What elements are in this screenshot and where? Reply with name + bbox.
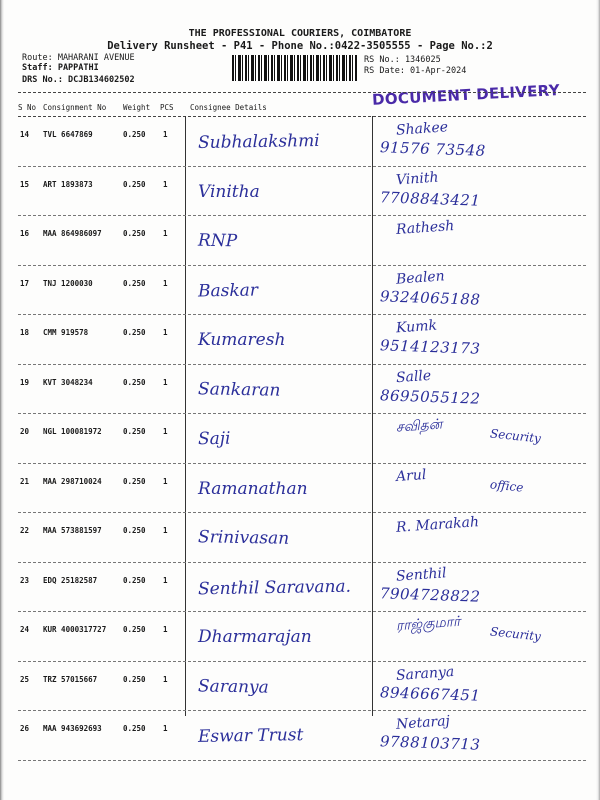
- receiver-phone: 8946667451: [379, 682, 481, 705]
- row-sno: 23: [20, 575, 30, 585]
- row-separator: [18, 364, 586, 365]
- col-pcs: PCS: [160, 103, 174, 112]
- row-weight: 0.250: [123, 674, 146, 684]
- consignee-name: Sankaran: [197, 378, 281, 401]
- row-sno: 24: [20, 625, 30, 634]
- row-sno: 16: [20, 229, 30, 238]
- row-separator: [18, 611, 586, 612]
- row-pcs: 1: [163, 130, 168, 139]
- receiver-phone: 7708843421: [379, 187, 481, 210]
- consignee-name: Senthil Saravana.: [197, 576, 352, 599]
- row-separator: [18, 463, 586, 464]
- row-separator: [18, 413, 586, 414]
- row-sno: 18: [20, 328, 30, 337]
- receiver-signature: சவிதன்: [395, 416, 443, 436]
- header-bottom-rule: [18, 116, 586, 117]
- receiver-note: Security: [489, 426, 542, 446]
- receiver-phone: 9514123173: [379, 336, 481, 358]
- row-weight: 0.250: [123, 130, 146, 139]
- consignee-name: Dharmarajan: [198, 627, 312, 647]
- row-pcs: 1: [163, 229, 168, 238]
- consignee-name: Baskar: [197, 279, 259, 302]
- col-weight: Weight: [123, 103, 151, 112]
- row-consignment: NGL 100081972: [43, 427, 102, 436]
- receiver-signature: R. Marakah: [395, 514, 480, 536]
- receiver-phone: 8695055122: [379, 385, 481, 408]
- row-sno: 21: [20, 476, 30, 486]
- receiver-signature: Arul: [395, 466, 427, 485]
- col-sno: S No: [18, 103, 37, 112]
- row-sno: 20: [20, 427, 30, 436]
- row-separator: [18, 760, 586, 761]
- receiver-signature: Senthil: [395, 564, 447, 585]
- row-separator: [18, 710, 586, 711]
- receiver-signature: ராஜ்குமார்: [395, 613, 461, 635]
- row-consignment: MAA 573881597: [43, 526, 102, 535]
- row-separator: [18, 562, 586, 563]
- scan-edge-right: [596, 0, 600, 800]
- consignee-name: RNP: [197, 230, 238, 252]
- col-consignment: Consignment No: [43, 103, 107, 112]
- row-consignment: MAA 864986097: [43, 229, 102, 238]
- receiver-signature: Shakee: [395, 119, 449, 139]
- row-pcs: 1: [163, 724, 168, 733]
- receiver-signature: Netaraj: [395, 713, 451, 733]
- row-sno: 26: [20, 724, 30, 733]
- row-weight: 0.250: [123, 278, 146, 288]
- row-consignment: ART 1893873: [43, 179, 93, 189]
- company-name: THE PROFESSIONAL COURIERS, COIMBATORE: [188, 28, 412, 39]
- consignee-name: Saji: [197, 428, 231, 450]
- row-pcs: 1: [163, 377, 168, 387]
- consignee-name: Srinivasan: [197, 527, 290, 549]
- receiver-note: office: [489, 476, 525, 495]
- row-weight: 0.250: [123, 724, 146, 733]
- row-pcs: 1: [163, 278, 168, 288]
- row-sno: 14: [20, 130, 30, 139]
- row-pcs: 1: [163, 427, 168, 436]
- receiver-phone: 9788103713: [379, 732, 481, 754]
- row-pcs: 1: [163, 526, 168, 535]
- column-divider-left: [185, 116, 186, 716]
- rs-date: RS Date: 01-Apr-2024: [364, 66, 467, 76]
- row-pcs: 1: [163, 476, 168, 486]
- row-pcs: 1: [163, 674, 168, 684]
- row-sno: 17: [20, 278, 30, 288]
- row-consignment: CMM 919578: [43, 328, 89, 337]
- receiver-note: Security: [489, 624, 542, 644]
- col-consignee: Consignee Details: [190, 103, 267, 112]
- row-separator: [18, 512, 586, 513]
- receiver-phone: 7904728822: [379, 583, 481, 606]
- row-weight: 0.250: [123, 625, 146, 634]
- receiver-phone: 91576 73548: [379, 138, 486, 160]
- barcode: [232, 55, 357, 81]
- runsheet-title: Delivery Runsheet - P41 - Phone No.:0422-3505555 - Page No.:2: [107, 40, 493, 52]
- row-consignment: KUR 4000317727: [43, 625, 107, 634]
- row-separator: [18, 215, 586, 216]
- route-label: Route: MAHARANI AVENUE: [22, 53, 135, 63]
- receiver-phone: 9324065188: [379, 286, 481, 309]
- row-pcs: 1: [163, 625, 168, 634]
- row-weight: 0.250: [123, 476, 146, 486]
- rs-number: RS No.: 1346025: [364, 55, 441, 65]
- row-weight: 0.250: [123, 427, 146, 436]
- row-consignment: TVL 6647869: [43, 130, 93, 139]
- receiver-signature: Rathesh: [395, 217, 455, 239]
- row-pcs: 1: [163, 328, 168, 337]
- receiver-signature: Vinith: [395, 169, 439, 188]
- row-consignment: EDQ 25182587: [43, 575, 98, 585]
- consignee-name: Vinitha: [198, 181, 260, 202]
- receiver-signature: Bealen: [395, 267, 446, 288]
- staff-label: Staff: PAPPATHI: [22, 63, 99, 73]
- receiver-signature: Saranya: [395, 663, 455, 684]
- row-weight: 0.250: [123, 575, 146, 585]
- row-sno: 22: [20, 526, 30, 535]
- consignee-name: Saranya: [197, 675, 269, 698]
- consignee-name: Kumaresh: [198, 330, 286, 350]
- consignee-name: Ramanathan: [198, 478, 308, 499]
- row-pcs: 1: [163, 575, 168, 585]
- consignee-name: Subhalakshmi: [197, 130, 320, 154]
- row-weight: 0.250: [123, 328, 146, 337]
- row-sno: 15: [20, 179, 30, 189]
- row-consignment: TNJ 1200030: [43, 278, 93, 288]
- row-consignment: MAA 298710024: [43, 476, 102, 486]
- row-separator: [18, 265, 586, 266]
- receiver-signature: Salle: [395, 367, 432, 386]
- header-top-rule: [18, 92, 586, 93]
- row-weight: 0.250: [123, 229, 146, 238]
- row-consignment: MAA 943692693: [43, 724, 102, 733]
- row-separator: [18, 661, 586, 662]
- row-pcs: 1: [163, 179, 168, 189]
- row-consignment: TRZ 57015667: [43, 674, 98, 684]
- row-separator: [18, 166, 586, 167]
- row-sno: 19: [20, 377, 30, 387]
- row-sno: 25: [20, 674, 30, 684]
- consignee-name: Eswar Trust: [197, 725, 304, 747]
- row-separator: [18, 314, 586, 315]
- row-consignment: KVT 3048234: [43, 377, 93, 387]
- row-weight: 0.250: [123, 526, 146, 535]
- scan-edge-left: [0, 0, 4, 800]
- row-weight: 0.250: [123, 377, 146, 387]
- document-delivery-stamp: DOCUMENT DELIVERY: [371, 81, 561, 109]
- column-divider-right: [372, 116, 373, 716]
- row-weight: 0.250: [123, 179, 146, 189]
- drs-number: DRS No.: DCJB134602502: [22, 75, 135, 85]
- receiver-signature: Kumk: [395, 317, 438, 337]
